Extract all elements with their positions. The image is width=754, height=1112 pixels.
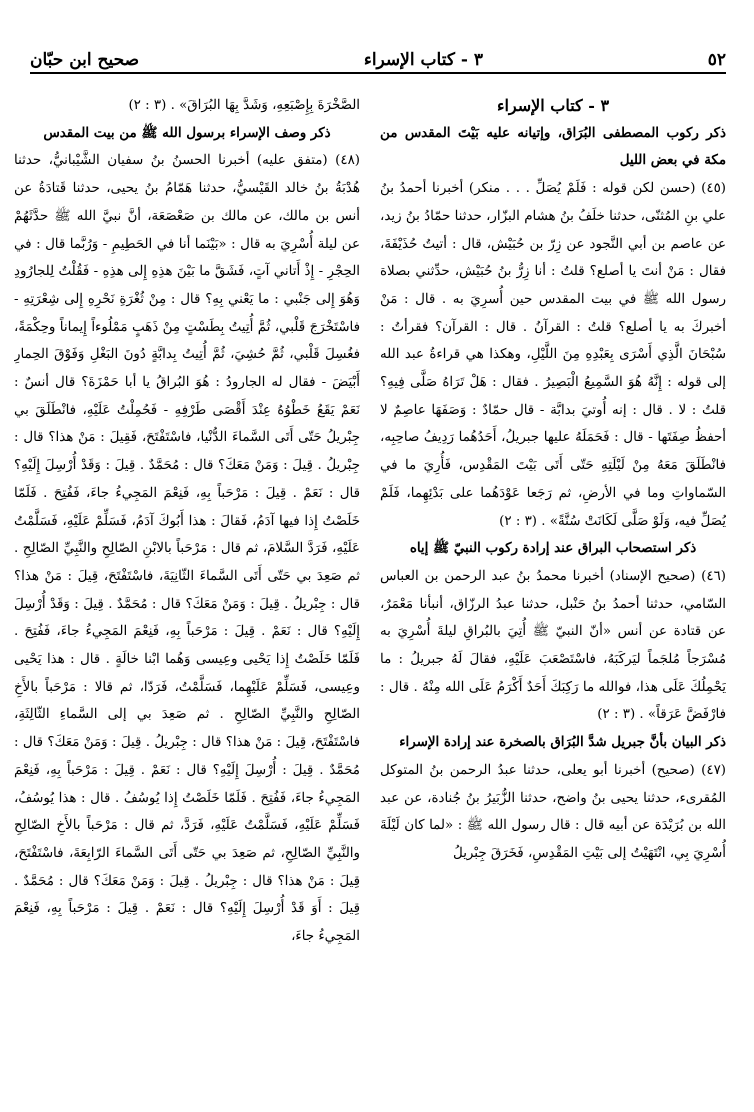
left-column <box>14 92 360 1088</box>
section-heading: ذكر وصف الإسراء برسول الله ﷺ من بيت المقدس <box>43 124 331 141</box>
section-heading: ذكر البيان بأنَّ جبريل شدَّ البُرَاق بالصخرة عند إرادة الإسراء <box>399 734 726 751</box>
header-rule <box>30 72 726 74</box>
right-column <box>380 92 726 1088</box>
section-heading: ذكر ركوب المصطفى البُرَاق، وإتيانه عليه بَيْتَ المقدس من مكة في بعض الليل <box>380 124 726 169</box>
hadith-48: (٤٨) (متفق عليه) أخبرنا الحسنُ بنُ سفيان الشَّيْبانيُّ، حدثنا هُدْبَةُ بنُ خالد القَيْسيُّ، حدثنا هَمّامُ بنُ يحيى، حدثنا قَتادَةُ عن أنس بن مالك، عن مالك بن صَعْصَعَة، أنَّ نبيَّ الله ﷺ حدَّثَهُمْ عن ليلة أُسْرِيَ به قال : «بَيْنَما أنا في الحَطِيمِ - وَرُبَّما قال : في الحِجْرِ - إِذْ أَتاني آتٍ، فَشَقَّ ما بَيْنَ هذِهِ إِلى هذِهِ - فَقُلْتُ لِلجارُودِ وَهُوَ إِلى جَنْبي : ما يَعْني بِهِ؟ قال : مِنْ ثُغْرَةِ نَحْرِهِ إِلى شِعْرَتِهِ - فاسْتَخْرَجَ قَلْبي، ثُمَّ أُتِيتُ بِطَسْتٍ مِنْ ذَهَبٍ مَمْلُوءاً إِيماناً وحِكْمَةً، فغُسِلَ قَلْبي، ثُمَّ حُشِيَ، ثُمَّ أُتِيتُ بِدابَّةٍ دُونَ البَغْلِ وَفَوْقَ الحِمارِ أَبْيَضَ - فقال له الجارودُ : هُوَ البُراقُ يا أبا حَمْزَةَ؟ قال أنسٌ : نَعَمْ يَقَعُ خَطْوُهُ عِنْدَ أَقْصَى طَرْفِهِ - فَحُمِلْتُ عَلَيْهِ، فانْطَلَقَ بي جِبْريلُ حَتّى أَتَى السَّماءَ الدُّنْيا، فاسْتَفْتَحَ، فَقِيلَ : مَنْ هذا؟ قال : جِبْريلُ . قِيلَ : وَمَنْ مَعَكَ؟ قال : مُحَمَّدٌ . قِيلَ : وَقَدْ أُرْسِلَ إِلَيْهِ؟ قال : نَعَمْ . قِيلَ : مَرْحَباً بِهِ، فَنِعْمَ المَجِيءُ جاءَ، فَفُتِحَ . فَلَمّا خَلَصْتُ إِذا فيها آدَمُ، فَقالَ : هذا أَبُوكَ آدَمُ، فَسَلِّمْ عَلَيْهِ، فَسَلَّمْتُ عَلَيْهِ، فَرَدَّ السَّلامَ، ثم قال : مَرْحَباً بالابْنِ الصّالِحِ والنَّبِيِّ الصّالِحِ . ثم صَعِدَ بي حَتّى أَتَى السَّماءَ الثّانِيَةَ، فاسْتَفْتَحَ، قِيلَ : مَنْ هذا؟ قال : جِبْريلُ . قِيلَ : وَمَنْ مَعَكَ؟ قال : مُحَمَّدٌ . قِيلَ : وَقَدْ أُرْسِلَ إِلَيْهِ؟ قال : نَعَمْ . قِيلَ : مَرْحَباً بِهِ، فَنِعْمَ المَجِيءُ جاءَ، فَفُتِحَ . فَلَمّا خَلَصْتُ إِذا يَحْيى وعِيسى وَهُما ابْنا خالَةٍ . قال : هذا يَحْيى وعِيسى، فَسَلِّمْ عَلَيْهِما، فَسَلَّمْتُ، فَرَدّا، ثم قالا : مَرْحَباً بالأَخِ الصّالِحِ والنَّبِيِّ الصّالِحِ . ثم صَعِدَ بي إلى السَّماءِ الثّالِثَةِ، فاسْتَفْتَحَ، قِيلَ : مَنْ هذا؟ قال : جِبْريلُ . قِيلَ : وَمَنْ مَعَكَ؟ قال : مُحَمَّدٌ . قِيلَ : أُرْسِلَ إِلَيْهِ؟ قال : نَعَمْ . قِيلَ : مَرْحَباً بِهِ، فَنِعْمَ المَجِيءُ جاءَ، فَفُتِحَ . فَلَمّا خَلَصْتُ إِذا يُوسُفُ . قال : هذا يُوسُفُ، فَسَلِّمْ عَلَيْهِ، فَسَلَّمْتُ عَلَيْهِ، فَرَدَّ، ثم قال : مَرْحَباً بالأَخِ الصّالِحِ والنَّبِيِّ الصّالِحِ، ثم صَعِدَ بي حَتّى أَتَى السَّماءَ الرّابِعَةَ، فاسْتَفْتَحَ، قِيلَ : مَنْ هذا؟ قال : جِبْريلُ . قِيلَ : وَمَنْ مَعَكَ؟ قال : مُحَمَّدٌ . قِيلَ : أَوَ قَدْ أُرْسِلَ إِلَيْهِ؟ قال : نَعَمْ . قِيلَ : مَرْحَباً بِهِ، فَنِعْمَ المَجِيءُ جاءَ، <box>14 153 360 945</box>
section-heading: ذكر استصحاب البراق عند إرادة ركوب النبيّ ﷺ إياه <box>409 540 697 557</box>
running-header <box>30 40 726 70</box>
hadith-46: (٤٦) (صحيح الإسناد) أخبرنا محمدُ بنُ عبد الرحمن بن العباس السّامي، حدثنا أحمدُ بنُ حَنْبل، حدثنا عبدُ الرزّاق، أنبأنا مَعْمَرٌ، عن قتادة عن أنس «أنّ النبيّ ﷺ أُتِيَ بالبُراقِ ليلةَ أُسْرِيَ به مُسْرَجاً مُلجَماً ليَركَبَهُ، فاسْتَصْعَبَ عَلَيْهِ، فقالَ لَهُ جبريلُ : ما يَحْمِلُكَ عَلَى هذا، فوالله ما رَكِبَكَ أَحَدٌ أَكْرَمُ عَلَى الله مِنْهُ . قال : فارْفَضَّ عَرَقاً» . (٣ : ٢) <box>380 568 726 723</box>
text-columns <box>14 92 726 1088</box>
hadith-47-continuation: الصَّخْرَةَ بِإِصْبَعِهِ، وَشَدَّ بِهَا البُرَاقَ» . (٣ : ٢) <box>128 98 360 113</box>
chapter-heading: ٣ - كتاب الإسراء <box>496 96 610 115</box>
chapter-title: ٣ - كتاب الإسراء <box>363 50 483 70</box>
book-title: صحيح ابن حبّان <box>30 50 140 70</box>
hadith-45: (٤٥) (حسن لكن قوله : فَلَمْ يُصَلِّ . . . منكر) أخبرنا أحمدُ بنُ علي بنِ المُثنّى، حدثنا خلَفُ بنُ هشام البزّار، حدثنا حمّادُ بنُ زيد، عن عاصم بن أبي النَّجود عن زِرّ بن حُبَيْش، قال : أتيتُ حُذَيْفَةَ، فقال : مَنْ أنتَ يا أصلع؟ قلتُ : أنا زِرُّ بنُ حُبَيْش، حدِّثني بصلاة رسول الله ﷺ في بيت المقدس حين أُسرِيَ به . قال : مَنْ أخبركَ به يا أصلع؟ قلتُ : القرآنُ . قال : القرآن؟ فقرأتُ : سُبْحَانَ الَّذِي أَسْرَى بِعَبْدِهِ مِنَ اللَّيْلِ، وهكذا هي قراءةُ عبد الله إلى قوله : إِنَّهُ هُوَ السَّمِيعُ الْبَصِيرُ . فقال : هَلْ تَرَاهُ صَلَّى فِيهِ؟ قلتُ : لا . قال : إنه أُوتيَ بدابَّة - قال حمّادٌ : وَصَفَهَا عاصِمٌ لا أحفظُ صِفَتَها - قال : فَحَمَلَهُ عليها جبريلُ، أَحَدُهُما رَدِيفُ صاحِبِه، فانْطَلَقَ مَعَهُ مِنْ لَيْلَتِهِ حَتّى أَتَى بَيْتَ المَقْدِس، فَأُرِيَ ما في السّماواتِ وما في الأرضِ، ثم رَجَعا عَوْدَهُما على بَدْئِهِما، فَلَمْ يُصَلِّ فيه، وَلَوْ صَلَّى لَكَانَتْ سُنَّةً» . (٣ : ٢) <box>380 181 726 529</box>
hadith-47: (٤٧) (صحيح) أخبرنا أبو يعلى، حدثنا عبدُ الرحمن بنُ المتوكل المُقرىء، حدثنا يحيى بنُ واضح، حدثنا الزُّبَيرُ بنُ جُنادة، عن عبد الله بن بُرَيْدَة عن أبيه قال : قال رسول الله ﷺ : «لما كان لَيْلَةَ أُسْرِيَ بِي، انْتَهَيْتُ إلى بَيْتِ المَقْدِسِ، فَخَرَقَ جِبْريلُ <box>380 762 726 861</box>
page-number: ٥٢ <box>707 50 726 70</box>
